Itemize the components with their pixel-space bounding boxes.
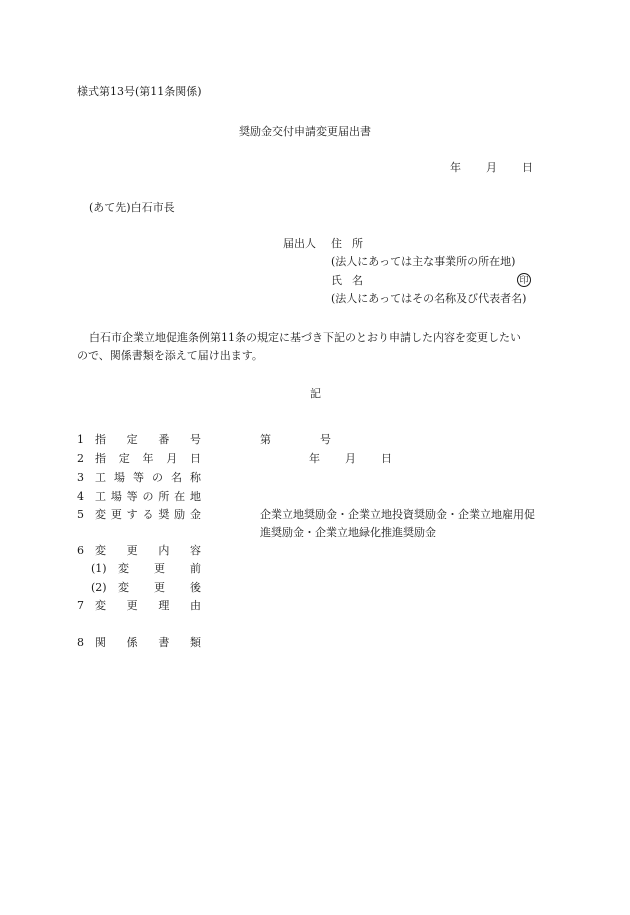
applicant-label: 届出人 <box>283 237 316 250</box>
item-label: 関 係 書 類 <box>95 636 201 649</box>
designation-year-label: 年 <box>309 452 320 465</box>
ki-heading: 記 <box>310 387 321 400</box>
sub-item-number: (2) <box>91 581 107 594</box>
designation-number-prefix: 第 <box>260 433 271 446</box>
body-text-line-1: 白石市企業立地促進条例第11条の規定に基づき下記のとおり申請した内容を変更したい <box>89 331 521 344</box>
sub-item-label: 変 更 前 <box>118 562 201 575</box>
item-number: 7 <box>77 599 84 612</box>
item-label: 工 場 等 の 所 在 地 <box>95 490 201 503</box>
designation-day-label: 日 <box>381 452 392 465</box>
item-label: 工 場 等 の 名 称 <box>95 471 201 484</box>
body-text-line-2: ので、関係書類を添えて届け出ます。 <box>77 349 263 362</box>
item-number: 3 <box>77 471 84 484</box>
address-note: (法人にあっては主な事業所の所在地) <box>331 255 516 268</box>
item-number: 2 <box>77 452 84 465</box>
designation-month-label: 月 <box>345 452 356 465</box>
date-year-label: 年 <box>450 161 461 174</box>
sub-item-label: 変 更 後 <box>118 581 201 594</box>
item-number: 8 <box>77 636 84 649</box>
designation-number-suffix: 号 <box>320 433 331 446</box>
item-number: 6 <box>77 544 84 557</box>
date-month-label: 月 <box>486 161 497 174</box>
item-label: 変 更 内 容 <box>95 544 201 557</box>
item-number: 4 <box>77 490 84 503</box>
sub-item-number: (1) <box>91 562 107 575</box>
item-number: 1 <box>77 433 84 446</box>
document-title: 奨励金交付申請変更届出書 <box>239 125 371 138</box>
item-number: 5 <box>77 508 84 521</box>
item-label: 変 更 理 由 <box>95 599 201 612</box>
addressee: (あて先)白石市長 <box>89 201 175 214</box>
date-day-label: 日 <box>522 161 533 174</box>
address-label: 住 所 <box>331 237 363 250</box>
name-label: 氏 名 <box>331 274 363 287</box>
form-number: 様式第13号(第11条関係) <box>77 85 202 98</box>
item-label: 変 更 す る 奨 励 金 <box>95 508 201 521</box>
item-label: 指 定 年 月 日 <box>95 452 201 465</box>
incentive-text-line-1: 企業立地奨励金・企業立地投資奨励金・企業立地雇用促 <box>260 508 535 521</box>
seal-mark: 印 <box>517 273 531 287</box>
incentive-text-line-2: 進奨励金・企業立地緑化推進奨励金 <box>260 526 436 539</box>
item-label: 指 定 番 号 <box>95 433 201 446</box>
name-note: (法人にあってはその名称及び代表者名) <box>331 292 527 305</box>
